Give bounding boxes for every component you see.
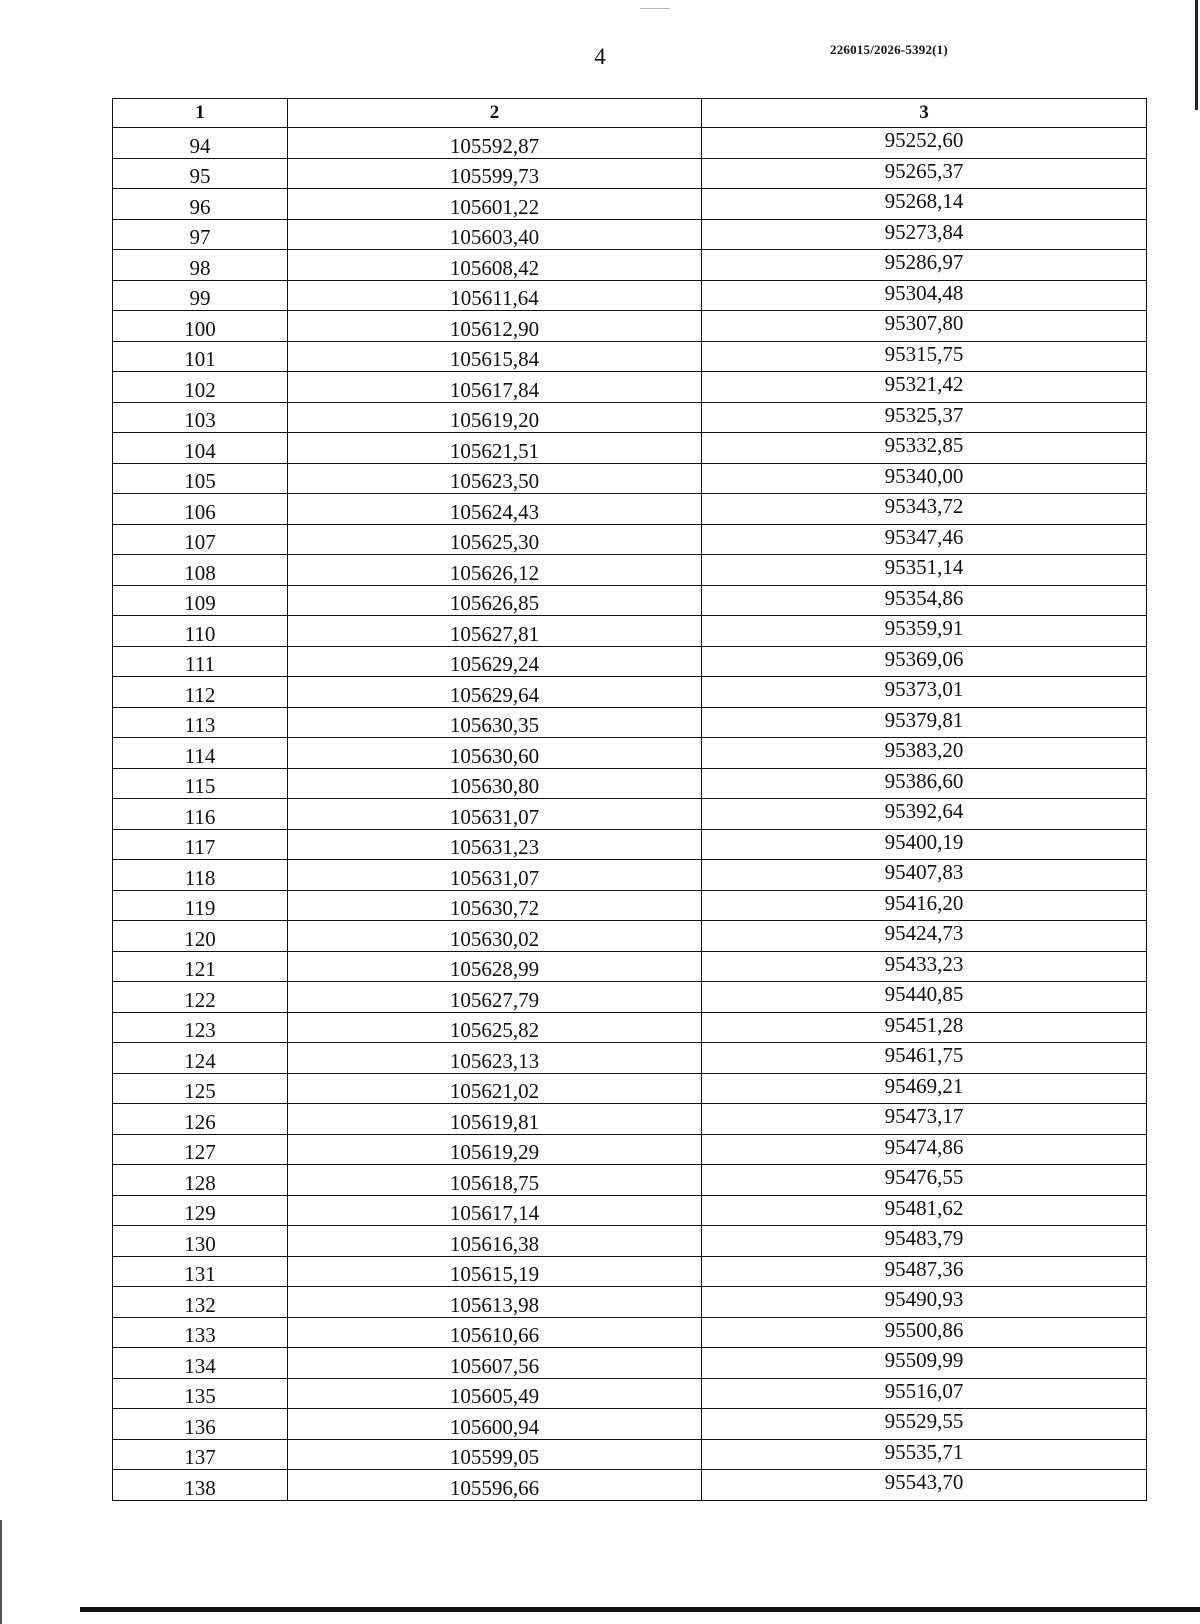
coordinate-y-cell: 95383,20: [702, 738, 1147, 769]
page-number: 4: [594, 44, 606, 69]
scan-edge-right: [1195, 0, 1198, 110]
coordinate-x-cell: 105613,98: [288, 1287, 702, 1318]
point-number-cell: 107: [113, 524, 288, 555]
coordinate-x-cell: 105627,79: [288, 982, 702, 1013]
coordinate-y-cell: 95516,07: [702, 1378, 1147, 1409]
point-number-cell: 123: [113, 1012, 288, 1043]
table-row: [113, 250, 1147, 281]
coordinate-y-cell: 95500,86: [702, 1317, 1147, 1348]
scan-edge-left: [0, 1520, 2, 1624]
coordinate-y-cell: 95386,60: [702, 768, 1147, 799]
table-row: [113, 799, 1147, 830]
coordinate-x-cell: 105600,94: [288, 1409, 702, 1440]
point-number-cell: 118: [113, 860, 288, 891]
coordinate-y-cell: 95325,37: [702, 402, 1147, 433]
table-row: [113, 128, 1147, 159]
coordinate-y-cell: 95490,93: [702, 1287, 1147, 1318]
coordinate-y-cell: 95321,42: [702, 372, 1147, 403]
coordinate-x-cell: 105603,40: [288, 219, 702, 250]
scan-mark-top: [640, 8, 670, 9]
point-number-cell: 117: [113, 829, 288, 860]
table-row: [113, 1378, 1147, 1409]
coordinate-x-cell: 105610,66: [288, 1317, 702, 1348]
coordinate-x-cell: 105615,19: [288, 1256, 702, 1287]
table-row: [113, 1195, 1147, 1226]
coordinate-y-cell: 95535,71: [702, 1439, 1147, 1470]
coordinate-x-cell: 105592,87: [288, 128, 702, 159]
coordinate-x-cell: 105629,24: [288, 646, 702, 677]
table-row: [113, 1043, 1147, 1074]
point-number-cell: 112: [113, 677, 288, 708]
coordinate-x-cell: 105628,99: [288, 951, 702, 982]
coordinate-x-cell: 105621,02: [288, 1073, 702, 1104]
table-row: [113, 1012, 1147, 1043]
coordinate-y-cell: 95332,85: [702, 433, 1147, 464]
coordinate-x-cell: 105630,35: [288, 707, 702, 738]
point-number-cell: 135: [113, 1378, 288, 1409]
table-row: [113, 524, 1147, 555]
table-row: [113, 494, 1147, 525]
coordinate-y-cell: 95509,99: [702, 1348, 1147, 1379]
table-row: [113, 1165, 1147, 1196]
coordinate-x-cell: 105630,80: [288, 768, 702, 799]
coordinate-y-cell: 95433,23: [702, 951, 1147, 982]
table-row: [113, 707, 1147, 738]
table-row: [113, 555, 1147, 586]
point-number-cell: 96: [113, 189, 288, 220]
coordinate-y-cell: 95354,86: [702, 585, 1147, 616]
point-number-cell: 121: [113, 951, 288, 982]
point-number-cell: 129: [113, 1195, 288, 1226]
table-row: [113, 616, 1147, 647]
coordinate-x-cell: 105599,05: [288, 1439, 702, 1470]
coordinate-x-cell: 105615,84: [288, 341, 702, 372]
coordinate-y-cell: 95407,83: [702, 860, 1147, 891]
table-row: [113, 158, 1147, 189]
coordinate-x-cell: 105631,07: [288, 860, 702, 891]
coordinate-x-cell: 105608,42: [288, 250, 702, 281]
point-number-cell: 110: [113, 616, 288, 647]
coordinate-y-cell: 95286,97: [702, 250, 1147, 281]
table-row: [113, 1287, 1147, 1318]
table-row: [113, 433, 1147, 464]
coordinate-x-cell: 105601,22: [288, 189, 702, 220]
table-row: [113, 189, 1147, 220]
coordinate-y-cell: 95268,14: [702, 189, 1147, 220]
point-number-cell: 98: [113, 250, 288, 281]
table-row: [113, 1348, 1147, 1379]
coordinate-x-cell: 105616,38: [288, 1226, 702, 1257]
point-number-cell: 111: [113, 646, 288, 677]
table-row: [113, 280, 1147, 311]
table-row: [113, 860, 1147, 891]
table-row: [113, 1439, 1147, 1470]
coordinate-y-cell: 95315,75: [702, 341, 1147, 372]
coordinate-x-cell: 105625,82: [288, 1012, 702, 1043]
point-number-cell: 101: [113, 341, 288, 372]
coordinate-x-cell: 105631,07: [288, 799, 702, 830]
point-number-cell: 103: [113, 402, 288, 433]
coordinate-y-cell: 95461,75: [702, 1043, 1147, 1074]
coordinate-y-cell: 95340,00: [702, 463, 1147, 494]
coordinate-y-cell: 95416,20: [702, 890, 1147, 921]
point-number-cell: 97: [113, 219, 288, 250]
coordinate-x-cell: 105630,60: [288, 738, 702, 769]
table-row: [113, 372, 1147, 403]
coordinate-x-cell: 105612,90: [288, 311, 702, 342]
coordinate-x-cell: 105605,49: [288, 1378, 702, 1409]
table-row: [113, 341, 1147, 372]
coordinate-x-cell: 105618,75: [288, 1165, 702, 1196]
table-row: [113, 677, 1147, 708]
point-number-cell: 138: [113, 1470, 288, 1501]
point-number-cell: 133: [113, 1317, 288, 1348]
table-row: [113, 219, 1147, 250]
coordinate-y-cell: 95483,79: [702, 1226, 1147, 1257]
coordinate-y-cell: 95440,85: [702, 982, 1147, 1013]
coordinate-x-cell: 105624,43: [288, 494, 702, 525]
coordinate-x-cell: 105621,51: [288, 433, 702, 464]
coordinate-y-cell: 95307,80: [702, 311, 1147, 342]
point-number-cell: 119: [113, 890, 288, 921]
coordinate-y-cell: 95265,37: [702, 158, 1147, 189]
point-number-cell: 128: [113, 1165, 288, 1196]
coordinate-x-cell: 105631,23: [288, 829, 702, 860]
coordinate-y-cell: 95343,72: [702, 494, 1147, 525]
point-number-cell: 99: [113, 280, 288, 311]
coordinate-y-cell: 95474,86: [702, 1134, 1147, 1165]
coordinate-x-cell: 105626,85: [288, 585, 702, 616]
coordinate-x-cell: 105599,73: [288, 158, 702, 189]
table-row: [113, 402, 1147, 433]
point-number-cell: 136: [113, 1409, 288, 1440]
point-number-cell: 94: [113, 128, 288, 159]
coordinate-y-cell: 95273,84: [702, 219, 1147, 250]
table-row: [113, 1470, 1147, 1501]
coordinate-x-cell: 105623,13: [288, 1043, 702, 1074]
point-number-cell: 106: [113, 494, 288, 525]
point-number-cell: 125: [113, 1073, 288, 1104]
coordinate-y-cell: 95351,14: [702, 555, 1147, 586]
coordinate-y-cell: 95476,55: [702, 1165, 1147, 1196]
table-row: [113, 585, 1147, 616]
point-number-cell: 116: [113, 799, 288, 830]
point-number-cell: 134: [113, 1348, 288, 1379]
coordinate-y-cell: 95473,17: [702, 1104, 1147, 1135]
coordinates-table: [112, 98, 1147, 1501]
point-number-cell: 109: [113, 585, 288, 616]
point-number-cell: 120: [113, 921, 288, 952]
coordinate-y-cell: 95487,36: [702, 1256, 1147, 1287]
table-row: [113, 738, 1147, 769]
coordinate-x-cell: 105619,81: [288, 1104, 702, 1135]
table-row: [113, 829, 1147, 860]
coordinate-x-cell: 105611,64: [288, 280, 702, 311]
table-row: [113, 311, 1147, 342]
coordinate-x-cell: 105619,29: [288, 1134, 702, 1165]
point-number-cell: 114: [113, 738, 288, 769]
table-row: [113, 1409, 1147, 1440]
coordinate-x-cell: 105629,64: [288, 677, 702, 708]
table-row: [113, 646, 1147, 677]
coordinate-y-cell: 95469,21: [702, 1073, 1147, 1104]
coordinate-y-cell: 95379,81: [702, 707, 1147, 738]
coordinate-y-cell: 95392,64: [702, 799, 1147, 830]
point-number-cell: 122: [113, 982, 288, 1013]
table-row: [113, 1104, 1147, 1135]
point-number-cell: 137: [113, 1439, 288, 1470]
table-row: [113, 921, 1147, 952]
coordinate-x-cell: 105619,20: [288, 402, 702, 433]
table-row: [113, 463, 1147, 494]
table-row: [113, 951, 1147, 982]
coordinate-y-cell: 95373,01: [702, 677, 1147, 708]
point-number-cell: 108: [113, 555, 288, 586]
table-row: [113, 982, 1147, 1013]
coordinate-x-cell: 105626,12: [288, 555, 702, 586]
point-number-cell: 131: [113, 1256, 288, 1287]
coordinate-y-cell: 95304,48: [702, 280, 1147, 311]
coordinate-y-cell: 95529,55: [702, 1409, 1147, 1440]
table-header-row: [113, 99, 1147, 128]
coordinate-y-cell: 95400,19: [702, 829, 1147, 860]
coordinate-x-cell: 105596,66: [288, 1470, 702, 1501]
coordinate-y-cell: 95424,73: [702, 921, 1147, 952]
point-number-cell: 113: [113, 707, 288, 738]
coordinate-y-cell: 95543,70: [702, 1470, 1147, 1501]
table-row: [113, 1073, 1147, 1104]
point-number-cell: 126: [113, 1104, 288, 1135]
scan-edge-bottom: [80, 1607, 1200, 1612]
column-header-2: 2: [288, 99, 702, 128]
point-number-cell: 132: [113, 1287, 288, 1318]
point-number-cell: 130: [113, 1226, 288, 1257]
coordinate-y-cell: 95347,46: [702, 524, 1147, 555]
coordinate-x-cell: 105630,02: [288, 921, 702, 952]
coordinate-x-cell: 105627,81: [288, 616, 702, 647]
table-row: [113, 890, 1147, 921]
coordinate-x-cell: 105630,72: [288, 890, 702, 921]
table-body: [113, 128, 1147, 1501]
coordinate-x-cell: 105607,56: [288, 1348, 702, 1379]
coordinate-x-cell: 105617,84: [288, 372, 702, 403]
table-row: [113, 1134, 1147, 1165]
point-number-cell: 104: [113, 433, 288, 464]
coordinate-y-cell: 95481,62: [702, 1195, 1147, 1226]
document-reference: 226015/2026-5392(1): [830, 42, 948, 57]
point-number-cell: 124: [113, 1043, 288, 1074]
point-number-cell: 127: [113, 1134, 288, 1165]
point-number-cell: 115: [113, 768, 288, 799]
coordinate-y-cell: 95451,28: [702, 1012, 1147, 1043]
column-header-1: 1: [113, 99, 288, 128]
table-row: [113, 1317, 1147, 1348]
point-number-cell: 95: [113, 158, 288, 189]
point-number-cell: 100: [113, 311, 288, 342]
coordinate-x-cell: 105617,14: [288, 1195, 702, 1226]
coordinate-y-cell: 95369,06: [702, 646, 1147, 677]
coordinate-x-cell: 105625,30: [288, 524, 702, 555]
coordinate-y-cell: 95359,91: [702, 616, 1147, 647]
table-row: [113, 1256, 1147, 1287]
coordinate-y-cell: 95252,60: [702, 128, 1147, 159]
point-number-cell: 102: [113, 372, 288, 403]
point-number-cell: 105: [113, 463, 288, 494]
column-header-3: 3: [702, 99, 1147, 128]
coordinate-x-cell: 105623,50: [288, 463, 702, 494]
table-row: [113, 1226, 1147, 1257]
table-row: [113, 768, 1147, 799]
